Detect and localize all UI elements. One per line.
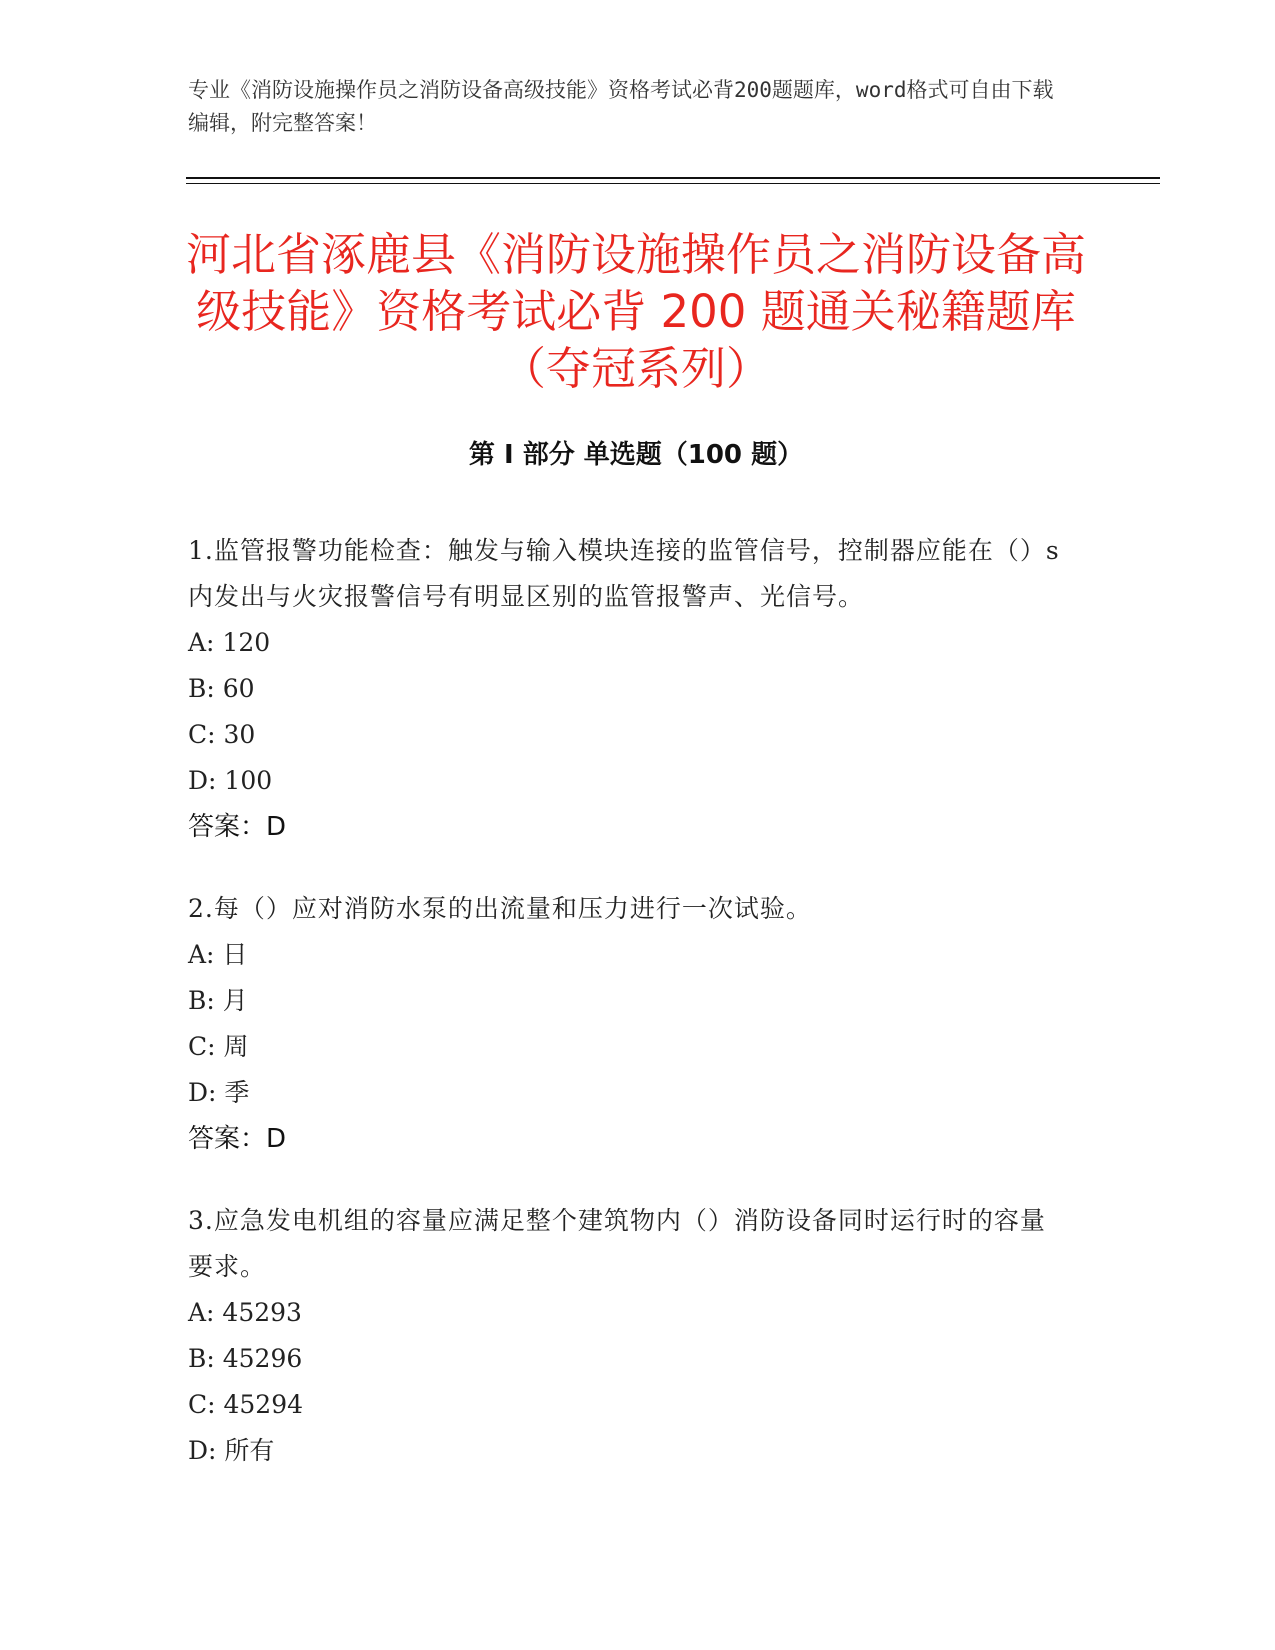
question-item (188, 886, 1068, 1162)
option-a: A: 120 (188, 628, 271, 657)
question-item (188, 1198, 1068, 1474)
answer-line: 答案：D (188, 1124, 287, 1154)
answer-line: 答案：D (188, 812, 287, 842)
option-a: A: 45293 (188, 1298, 302, 1327)
question-stem: 2.每（）应对消防水泵的出流量和压力进行一次试验。 (188, 894, 812, 923)
header-divider-thick (186, 177, 1160, 179)
question-item (188, 528, 1068, 850)
option-c: C: 30 (188, 720, 256, 749)
option-b: B: 60 (188, 674, 255, 703)
question-list (188, 528, 1068, 1510)
section-heading: 第 I 部分 单选题（100 题） (468, 440, 804, 470)
option-d: D: 季 (188, 1078, 250, 1107)
question-stem: 1.监管报警功能检查：触发与输入模块连接的监管信号，控制器应能在（）s内发出与火灾报警信号有明显区别的监管报警声、光信号。 (188, 536, 1060, 611)
option-a: A: 日 (188, 940, 248, 969)
header-divider-thin (186, 183, 1160, 184)
option-d: D: 所有 (188, 1436, 275, 1465)
option-c: C: 周 (188, 1032, 249, 1061)
option-b: B: 月 (188, 986, 248, 1015)
document-title: 河北省涿鹿县《消防设施操作员之消防设备高级技能》资格考试必背 200 题通关秘籍题库（夺冠系列） (186, 228, 1087, 395)
question-stem: 3.应急发电机组的容量应满足整个建筑物内（）消防设备同时运行时的容量要求。 (188, 1206, 1046, 1281)
option-b: B: 45296 (188, 1344, 303, 1373)
header-note: 专业《消防设施操作员之消防设备高级技能》资格考试必背200题题库，word格式可自由下载编辑，附完整答案！ (188, 78, 1054, 135)
option-c: C: 45294 (188, 1390, 304, 1419)
option-d: D: 100 (188, 766, 273, 795)
